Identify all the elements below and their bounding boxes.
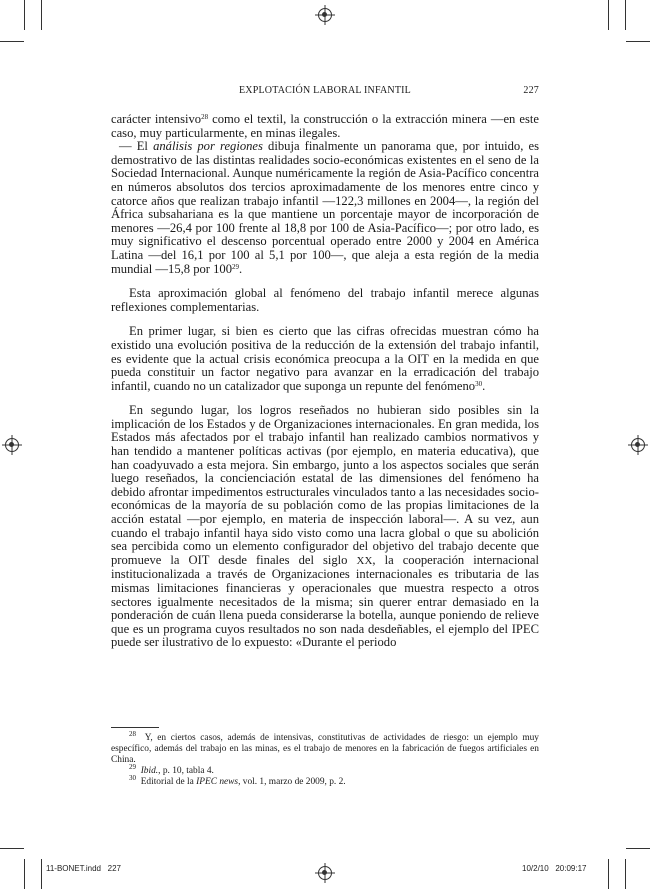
- paragraph: carácter intensivo$^{28}$ como el textil, la construcción o la extracción minera —en este caso, muy particularmente, en minas ilegales.: [111, 112, 539, 140]
- registration-mark-icon: [5, 438, 19, 452]
- registration-mark-icon: [631, 438, 645, 452]
- slug-date: 10/2/10 20:09:17: [522, 864, 587, 873]
- footnotes: [111, 730, 539, 788]
- running-title: EXPLOTACIÓN LABORAL INFANTIL: [238, 85, 411, 96]
- crop-mark: [24, 859, 25, 889]
- page-number: 227: [523, 85, 539, 96]
- paragraph: — El análisis por regiones dibuja finalmente un panorama que, por intuido, es demostrativo de las distintas realidades socio-económicas existentes en el seno de la Sociedad Internacional. Aunque numéricamente la región de Asia-Pacífico concentra en números absolutos dos tercios aproximadamente de los menores entre cinco y catorce años que realizan trabajo infantil —122,3 millones en 2004—, la región del África subsahariana es la que mantiene un porcentaje mayor de incorporación de menores —26,4 por 100 frente al 18,8 por 100 de Asia-Pacífico—; por otro lado, es muy significativo el descenso porcentual operado entre 2000 y 2004 en América Latina —del 16,1 por 100 al 5,1 por 100—, que aleja a esta región de la media mundial —15,8 por $100^{29}$.: [111, 139, 539, 276]
- crop-mark: [41, 859, 42, 889]
- footnote-ref: 30: [475, 379, 483, 388]
- slug-file: 11-BONET.indd 227: [46, 864, 122, 873]
- paragraph: En primer lugar, si bien es cierto que las cifras ofrecidas muestran cómo ha existido una evolución positiva de la reducción de la extensión del trabajo infantil, es evidente que la actual crisis económica preocupa a la OIT en la medida en que pueda constituir un factor negativo para avanzar en la erradicación del trabajo infantil, cuando no un catalizador que suponga un repunte del fenómeno$^{30}$.: [111, 324, 539, 393]
- footnote-29: $^{29}$ Ibid., p. 10, tabla 4.: [129, 763, 214, 776]
- footnote-separator: [111, 727, 159, 728]
- registration-mark-icon: [318, 8, 332, 22]
- crop-mark: [626, 41, 650, 42]
- crop-mark: [24, 0, 25, 30]
- crop-mark: [0, 848, 24, 849]
- paragraph: En segundo lugar, los logros reseñados no hubieran sido posibles sin la implicación de los Estados y de Organizaciones internacionales. En gran medida, los Estados más afectados por el trabajo infantil han realizado cambios normativos y han tendido a mantener políticas activas (por ejemplo, en materia educativa), que han coadyuvado a esta mejora. Sin embargo, junto a los aspectos sociales que serán luego reseñados, la concienciación estatal de las dimensiones del fenómeno ha debido afrontar impedimentos estructurales vinculados tanto a las necesidades socio-económicas de la mayoría de su población como de las propias limitaciones de la acción estatal —por ejemplo, en materia de inspección laboral—. A su vez, aun cuando el trabajo infantil haya sido visto como una lacra global o que su abolición sea percibida como un elemento configurador del objetivo del trabajo decente que promueve la OIT desde finales del siglo XX, la cooperación internacional institucionalizada a través de Organizaciones internacionales es tributaria de las mismas limitaciones financieras y operacionales que muestra respecto a otros sectores igualmente necesitados de la misma; sin querer entrar demasiado en la ponderación de cuán llena pueda considerarse la botella, aunque poniendo de relieve que es un programa cuyos resultados no son nada desdeñables, el ejemplo del IPEC puede ser ilustrativo de lo expuesto: «Durante el periodo: [111, 403, 539, 650]
- crop-mark: [0, 41, 24, 42]
- footnote-30: $^{30}$ Editorial de la IPEC news, vol. 1, marzo de 2009, p. 2.: [129, 774, 346, 787]
- crop-mark: [625, 859, 626, 889]
- footnote-ref: 29: [232, 262, 240, 271]
- footnote-ref: 28: [201, 113, 209, 121]
- crop-mark: [41, 0, 42, 30]
- body-text: [111, 113, 539, 661]
- paragraph: Esta aproximación global al fenómeno del trabajo infantil merece algunas reflexiones complementarias.: [111, 286, 539, 314]
- crop-mark: [626, 848, 650, 849]
- crop-mark: [608, 859, 609, 889]
- registration-mark-icon: [318, 866, 332, 880]
- footnote-28: $^{28}$ Y, en ciertos casos, además de intensivas, constitutivas de actividades de riesgo: un ejemplo muy específico, además del trabajo en las minas, es el trabajo de menores en la fabricación de fuegos artificiales en China.: [111, 730, 539, 765]
- crop-mark: [608, 0, 609, 30]
- crop-mark: [625, 0, 626, 30]
